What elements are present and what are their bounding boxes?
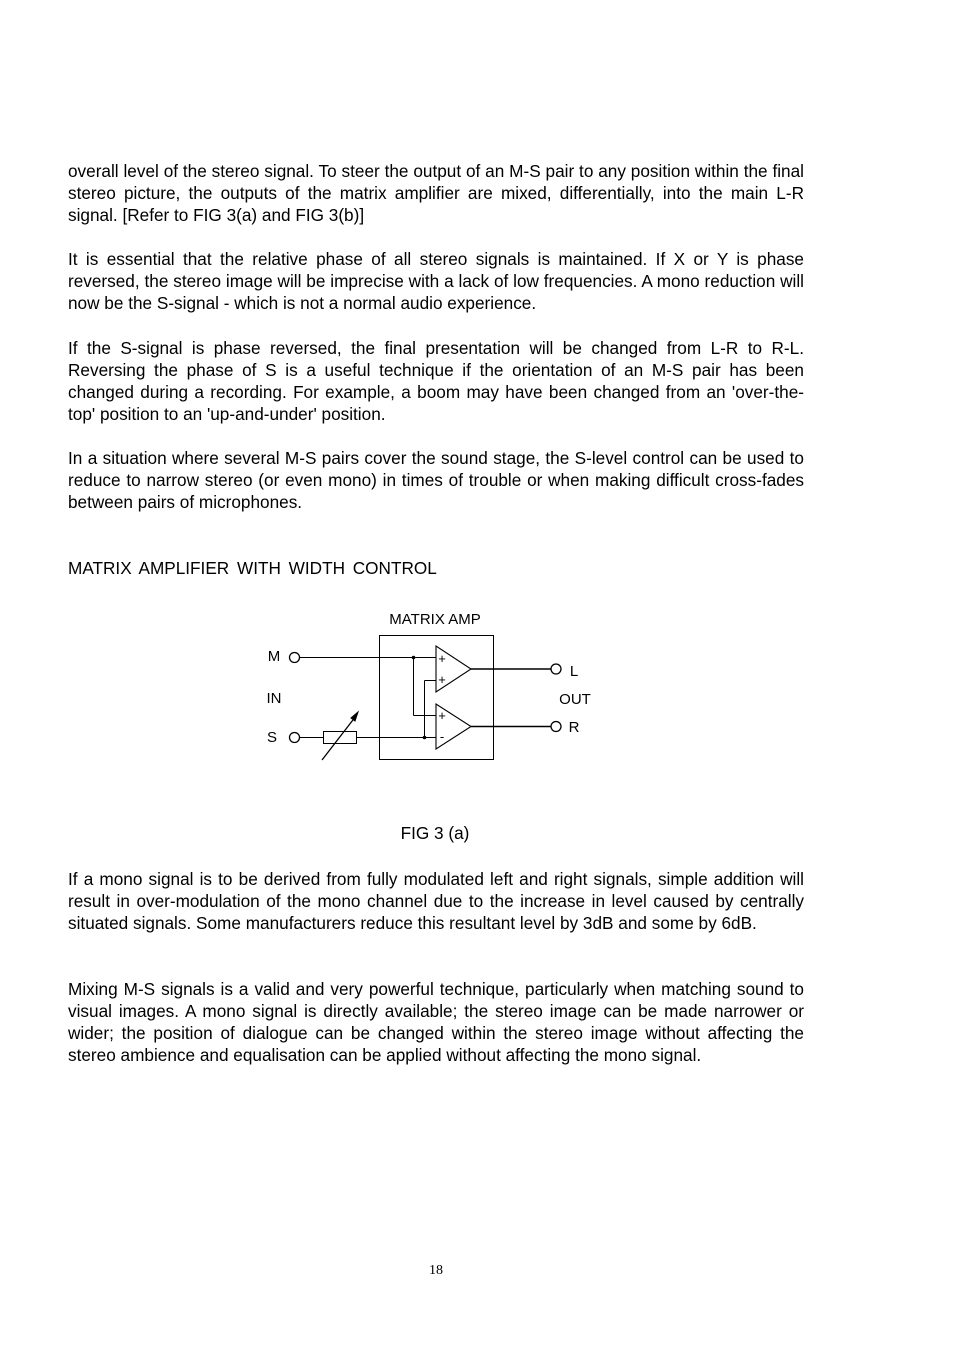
input-m-terminal (290, 653, 300, 663)
junction-m (412, 656, 416, 660)
output-group-label: OUT (559, 691, 591, 708)
opamp-top-plus-2: + (438, 672, 446, 687)
paragraph-several-pairs: In a situation where several M-S pairs cover the sound stage, the S-level control can be used to reduce to narrow stereo (or even mono) in times of trouble or when making difficult cross-fades between pairs of microphones. (68, 448, 804, 512)
output-r-label: R (568, 719, 580, 736)
paragraph-mono-derivation: If a mono signal is to be derived from fully modulated left and right signals, simple addition will result in over-modulation of the mono channel due to the increase in level caused by centrally situated signals. Some manufacturers reduce this resultant level by 3dB and some by 6dB. (68, 869, 804, 933)
output-r-terminal (551, 722, 561, 732)
page-number: 18 (429, 1263, 443, 1278)
input-m-label: M (267, 648, 281, 665)
junction-s (423, 736, 427, 740)
opamp-bottom-minus: - (439, 729, 445, 744)
paragraph-s-phase-reversed: If the S-signal is phase reversed, the final presentation will be changed from L-R to R-L. Reversing the phase of S is a useful technique if the orientation of an M-S pair has been changed during a recording. For example, a boom may have been changed from an 'over-the-top' position to an 'up-and-under' position. (68, 338, 804, 424)
opamp-top-plus-1: + (438, 651, 446, 666)
input-s-terminal (290, 733, 300, 743)
opamp-bottom-plus: + (438, 708, 446, 723)
output-l-terminal (551, 664, 561, 674)
input-s-label: S (266, 729, 278, 746)
figure-caption: FIG 3 (a) (400, 823, 470, 843)
paragraph-phase: It is essential that the relative phase of all stereo signals is maintained. If X or Y is phase reversed, the stereo image will be imprecise with a lack of low frequencies. A mono reduction will now be the S-signal - which is not a normal audio experience. (68, 249, 804, 313)
output-l-label: L (569, 663, 579, 680)
paragraph-mixing-ms: Mixing M-S signals is a valid and very powerful technique, particularly when matching sound to visual images. A mono signal is directly available; the stereo image can be made narrower or wider; the position of dialogue can be changed within the stereo image without affecting the stereo ambience and equalisation can be applied without affecting the mono signal. (68, 979, 804, 1065)
section-heading: MATRIX AMPLIFIER WITH WIDTH CONTROL (68, 558, 437, 578)
variable-arrow-head (351, 712, 358, 721)
paragraph-steering: overall level of the stereo signal. To steer the output of an M-S pair to any position within the final stereo picture, the outputs of the matrix amplifier are mixed, differentially, into the main L-R signal. [Refer to FIG 3(a) and FIG 3(b)] (68, 161, 804, 225)
matrix-amp-label: MATRIX AMP (389, 611, 481, 628)
input-group-label: IN (266, 690, 282, 707)
